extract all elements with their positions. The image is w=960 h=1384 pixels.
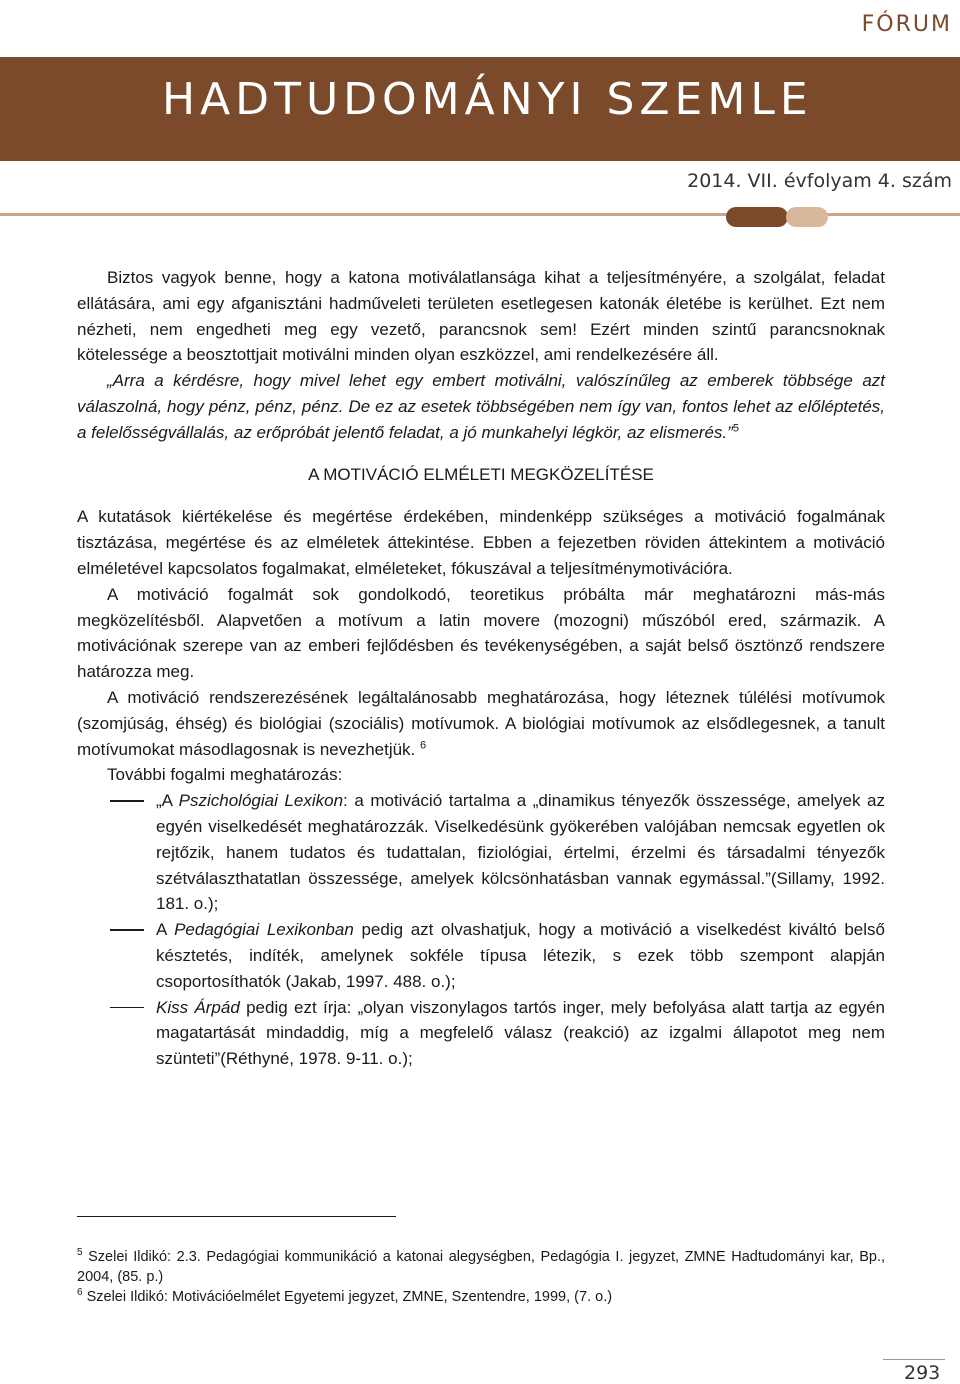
paragraph bbox=[77, 685, 885, 762]
footnote-text: Szelei Ildikó: 2.3. Pedagógiai kommunikáció a katonai alegységben, Pedagógia I. jegyzet, ZMNE Hadtudományi kar, Bp., 2004, (85. p.) bbox=[77, 1249, 886, 1285]
list-item bbox=[77, 788, 885, 917]
section-heading: A MOTIVÁCIÓ ELMÉLETI MEGKÖZELÍTÉSE bbox=[308, 464, 654, 484]
journal-title: HADTUDOMÁNYI SZEMLE bbox=[162, 74, 813, 125]
decorative-pill-light bbox=[786, 207, 828, 227]
page-number: 293 bbox=[904, 1362, 941, 1384]
list-item bbox=[77, 917, 885, 994]
footnote-ref: 5 bbox=[732, 422, 739, 435]
footnotes bbox=[77, 1247, 885, 1307]
list-item-text: pedig azt olvashatjuk, hogy a motiváció a viselkedést kiváltó belső késztetés, indíték, amelynek sokféle típusa létezik, s ezek több szempont alapján csoportosíthatók (Jakab, 1997. 488. o.); bbox=[156, 920, 885, 991]
section-label: FÓRUM bbox=[861, 12, 952, 37]
dash-bullet bbox=[110, 800, 144, 802]
paragraph: A kutatások kiértékelése és megértése érdekében, mindenképp szükséges a motiváció fogalmának tisztázása, megértése és az elméletek áttekintése. Ebben a fejezetben röviden áttekintem a motiváció elméletével kapcsolatos fogalmakat, elméleteket, fókuszával a teljesítménymotivációra. bbox=[77, 507, 885, 578]
list-item bbox=[77, 995, 885, 1072]
list-item-title: Kiss Árpád bbox=[156, 997, 240, 1017]
article-body bbox=[77, 265, 885, 1072]
quote-text: „Arra a kérdésre, hogy mivel lehet egy embert motiválni, valószínűleg az emberek többsége azt válaszolná, hogy pénz, pénz, pénz. De ez az esetek többségében nem így van, fontos lehet az előléptetés, a felelősségvállalás, az erőpróbát jelentő feladat, a jó munkahelyi légkör, az elismerés.” bbox=[77, 371, 885, 442]
footnote bbox=[77, 1287, 885, 1307]
footnote-ref: 6 bbox=[420, 738, 427, 751]
footnote-number: 6 bbox=[77, 1287, 83, 1299]
list-item-text: A bbox=[156, 920, 175, 940]
paragraph: További fogalmi meghatározás: bbox=[107, 765, 343, 785]
list-item-title: Pszichológiai Lexikon bbox=[178, 791, 344, 811]
list-item-text: : a motiváció tartalma a „dinamikus tényezők összessége, amelyek az egyén viselkedését meghatározzák. Viselkedésünk gyökerében valójában nemcsak egyetlen ok rejtőzik, hanem tudatos és tudattalan, fiziológiai, értelmi, érzelmi és társadalmi tényezők szétválaszthatatlan összessége, amelyek kölcsönhatásban vannak egymással.”(Sillamy, 1992. 181. o.); bbox=[156, 791, 885, 914]
dash-bullet bbox=[110, 1007, 144, 1009]
paragraph: Biztos vagyok benne, hogy a katona motiválatlansága kihat a teljesítményére, a szolgálat, feladat ellátására, ami egy afganisztáni hadműveleti területen esetlegesen katonák életébe is kerülhet. Ezt nem nézheti, nem engedheti meg egy vezető, parancsnok sem! Ezért minden szintű parancsnoknak kötelessége a beosztottjait motiválni minden olyan eszközzel, ami rendelkezésére áll. bbox=[77, 268, 885, 365]
footnote bbox=[77, 1247, 885, 1287]
paragraph-text: A motiváció rendszerezésének legáltalánosabb meghatározása, hogy léteznek túlélési motívumok (szomjúság, éhség) és biológiai (szociális) motívumok. A biológiai motívumok az elsődlegesnek, a tanult motívumokat másodlagosnak is nevezhetjük. bbox=[77, 687, 885, 759]
paragraph: A motiváció fogalmát sok gondolkodó, teoretikus próbálta már meghatározni más-más megközelítésből. Alapvetően a motívum a latin movere (mozogni) műszóból ered, származik. A motivációnak szerepe van az emberi fejlődésben és tevékenységében, a saját belső ösztönző rendszere határozza meg. bbox=[77, 584, 885, 682]
footnote-rule bbox=[77, 1216, 396, 1217]
footnote-number: 5 bbox=[77, 1247, 83, 1259]
issue-info: 2014. VII. évfolyam 4. szám bbox=[687, 170, 952, 192]
list-item-text: pedig ezt írja: „olyan viszonylagos tartós inger, mely befolyása alatt tartja az egyén magatartását mindaddig, míg a megfelelő válasz (reakció) az izgalmi állapotot meg nem szünteti”(Réthyné, 1978. 9-11. o.); bbox=[156, 997, 886, 1069]
quote-paragraph bbox=[77, 368, 885, 445]
page-number-rule bbox=[883, 1359, 945, 1360]
footnote-text: Szelei Ildikó: Motivációelmélet Egyetemi jegyzet, ZMNE, Szentendre, 1999, (7. o.) bbox=[86, 1289, 613, 1305]
list-item-title: Pedagógiai Lexikonban bbox=[174, 920, 354, 940]
decorative-pill-dark bbox=[726, 207, 788, 227]
list-item-text: „A bbox=[156, 791, 179, 811]
dash-bullet bbox=[110, 929, 144, 931]
